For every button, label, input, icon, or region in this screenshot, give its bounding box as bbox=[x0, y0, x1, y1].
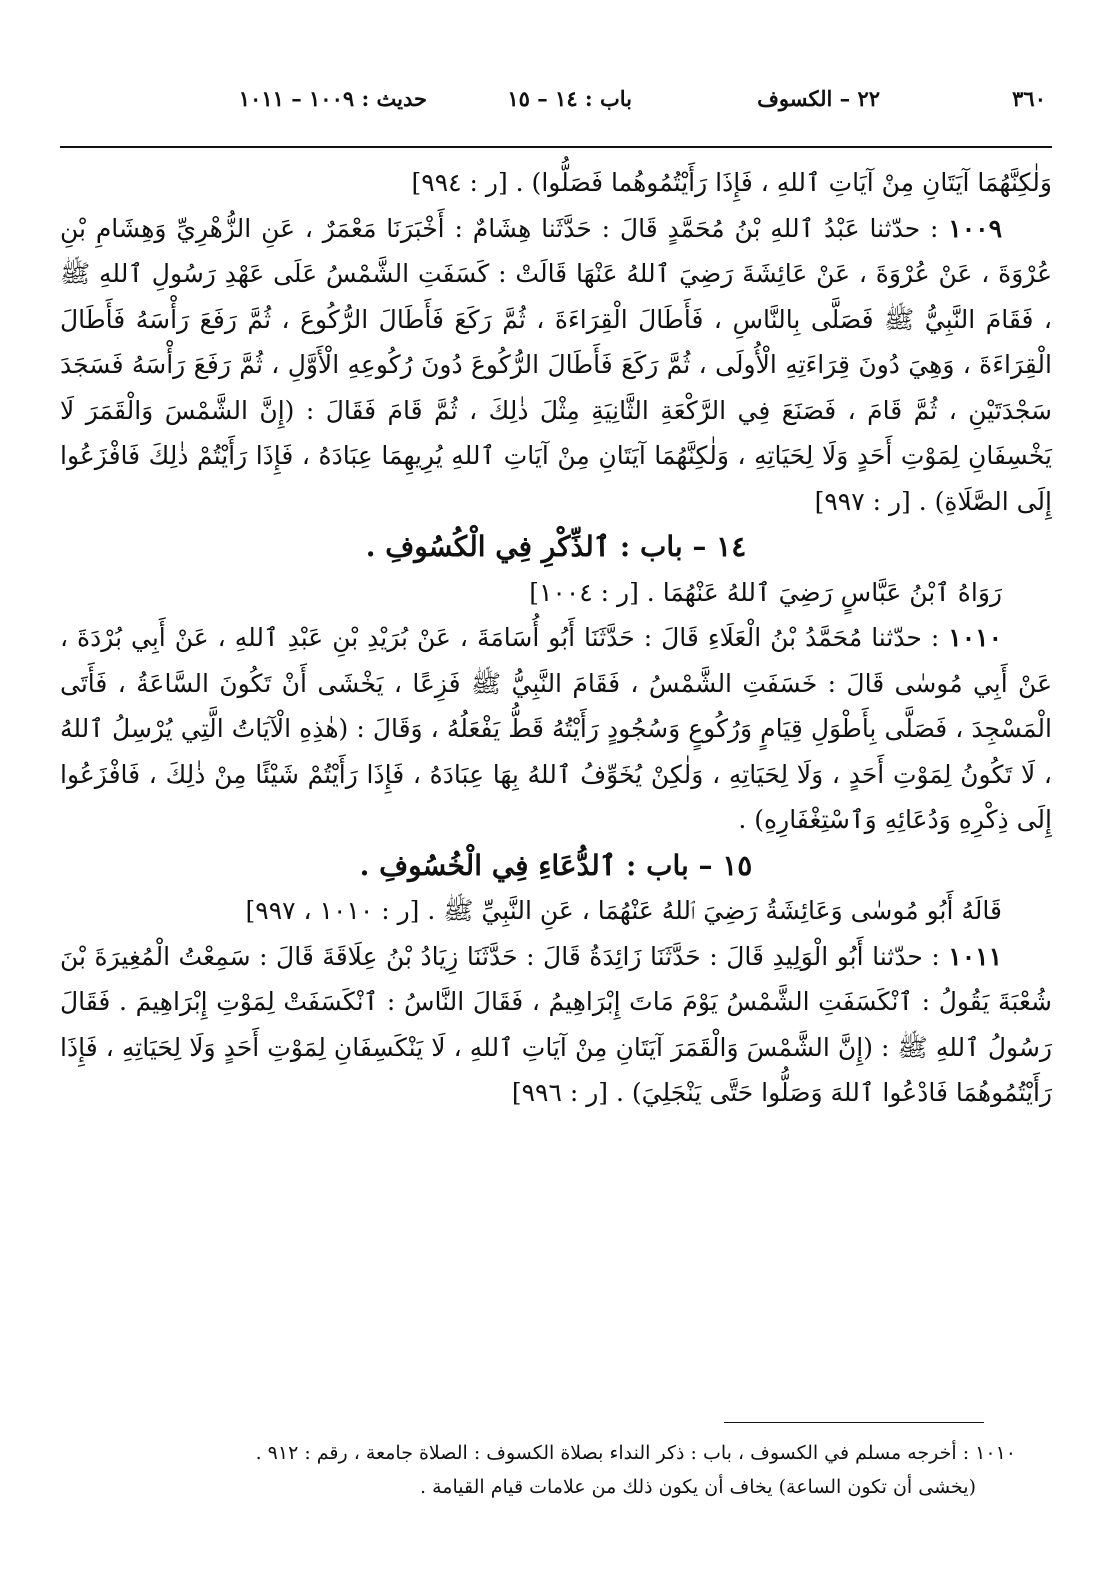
chapter-title: ٢٢ – الكسوف bbox=[757, 86, 880, 111]
bab-14-heading: ١٤ – باب : ٱلذِّكْرِ فِي الْكُسُوفِ . bbox=[365, 530, 747, 563]
bab-15-heading: ١٥ – باب : ٱلدُّعَاءِ فِي الْخُسُوفِ . bbox=[359, 848, 753, 882]
hadith-1011 bbox=[60, 934, 1052, 1116]
running-header bbox=[60, 86, 1052, 132]
hadith-number: ١٠٠٩ bbox=[948, 213, 1002, 243]
footnote-1010-explanation: (يخشى أن تكون الساعة) يخاف أن يكون ذلك من علامات قيام القيامة . bbox=[420, 1476, 976, 1498]
hadith-number: ١٠١١ bbox=[948, 941, 1002, 971]
bab-14-riwaya: رَوَاهُ ٱبْنُ عَبَّاسٍ رَضِيَ ٱللهُ عَنْهُمَا . [ر : ١٠٠٤] bbox=[529, 577, 1002, 607]
hadith-range: حديث : ١٠٠٩ – ١٠١١ bbox=[238, 86, 427, 111]
main-text bbox=[60, 160, 1052, 1116]
hadith-text: : حدّثنا عَبْدُ ٱللهِ بْنُ مُحَمَّدٍ قَالَ : حَدَّثَنا هِشَامٌ : أَخْبَرَنَا مَعْمَرٌ ، عَنِ الزُّهْرِيِّ وَهِشَامِ بْنِ عُرْوَةَ ، عَنْ عُرْوَةَ ، عَنْ عَائِشَةَ رَضِيَ ٱللهُ عَنْهَا قَالَتْ : كَسَفَتِ الشَّمْسُ عَلَى عَهْدِ رَسُولِ ٱللهِ ﷺ ، فَقَامَ النَّبِيُّ ﷺ فَصَلَّى بِالنَّاسِ ، فَأَطَالَ الْقِرَاءَةَ ، ثُمَّ رَكَعَ فَأَطَالَ الرُّكُوعَ ، ثُمَّ رَفَعَ رَأْسَهُ فَأَطَالَ الْقِرَاءَةَ ، وَهِيَ دُونَ قِرَاءَتِهِ الْأُولَى ، ثُمَّ رَكَعَ فَأَطَالَ الرُّكُوعَ دُونَ رُكُوعِهِ الْأَوَّلِ ، ثُمَّ رَفَعَ رَأْسَهُ فَسَجَدَ سَجْدَتَيْنِ ، ثُمَّ قَامَ ، فَصَنَعَ فِي الرَّكْعَةِ الثَّانِيَةِ مِثْلَ ذٰلِكَ ، ثُمَّ قَامَ فَقَالَ : (إِنَّ الشَّمْسَ وَالْقَمَرَ لَا يَخْسِفَانِ لِمَوْتِ أَحَدٍ وَلَا لِحَيَاتِهِ ، وَلٰكِنَّهُمَا آيَتَانِ مِنْ آيَاتِ ٱللهِ يُرِيهِمَا عِبَادَهُ ، فَإِذَا رَأَيْتُمْ ذٰلِكَ فَافْزَعُوا إِلَى الصَّلَاةِ) . [ر : ٩٩٧] bbox=[60, 213, 1052, 516]
footnote-divider bbox=[724, 1422, 984, 1423]
hadith-text: : حدّثنا مُحَمَّدُ بْنُ الْعَلَاءِ قَالَ : حَدَّثَنَا أَبُو أُسَامَةَ ، عَنْ بُرَيْدِ بْنِ عَبْدِ ٱللهِ ، عَنْ أَبِي بُرْدَةَ ، عَنْ أَبِي مُوسٰى قَالَ : خَسَفَتِ الشَّمْسُ ، فَقَامَ النَّبِيُّ ﷺ فَزِعًا ، يَخْشَى أَنْ تَكُونَ السَّاعَةُ ، فَأَتَى الْمَسْجِدَ ، فَصَلَّى بِأَطْوَلِ قِيَامٍ وَرُكُوعٍ وَسُجُودٍ رَأَيْتُهُ قَطُّ يَفْعَلُهُ ، وَقَالَ : (هٰذِهِ الْآيَاتُ الَّتِي يُرْسِلُ ٱللهُ ، لَا تَكُونُ لِمَوْتِ أَحَدٍ ، وَلَا لِحَيَاتِهِ ، وَلٰكِنْ يُخَوِّفُ ٱللهُ بِهَا عِبَادَهُ ، فَإِذَا رَأَيْتُمْ شَيْئًا مِنْ ذٰلِكَ ، فَافْزَعُوا إِلَى ذِكْرِهِ وَدُعَائِهِ وَٱسْتِغْفَارِهِ) . bbox=[60, 623, 1052, 834]
bab-15-qala: قَالَهُ أَبُو مُوسٰى وَعَائِشَةُ رَضِيَ ٱللهُ عَنْهُمَا ، عَنِ النَّبِيِّ ﷺ . [ر : ١٠١٠ ، ٩٩٧] bbox=[245, 896, 1002, 925]
page-number: ٣٦٠ bbox=[1012, 86, 1046, 111]
hadith-text: : حدّثنا أَبُو الْوَلِيدِ قَالَ : حَدَّثَنَا زَائِدَةُ قَالَ : حَدَّثَنَا زِيَادُ بْنُ عِلَاقَةَ قَالَ : سَمِعْتُ الْمُغِيرَةَ بْنَ شُعْبَةَ يَقُولُ : ٱنْكَسَفَتِ الشَّمْسُ يَوْمَ مَاتَ إِبْرَاهِيمُ ، فَقَالَ النَّاسُ : ٱنْكَسَفَتْ لِمَوْتِ إِبْرَاهِيمَ . فَقَالَ رَسُولُ ٱللهِ ﷺ : (إِنَّ الشَّمْسَ وَالْقَمَرَ آيَتَانِ مِنْ آيَاتِ ٱللهِ ، لَا يَنْكَسِفَانِ لِمَوْتِ أَحَدٍ وَلَا لِحَيَاتِهِ ، فَإِذَا رَأَيْتُمُوهُمَا فَادْعُوا ٱللهَ وَصَلُّوا حَتَّى يَنْجَلِيَ) . [ر : ٩٩٦] bbox=[60, 941, 1052, 1107]
continuation-paragraph: وَلٰكِنَّهُمَا آيَتَانِ مِنْ آيَاتِ ٱللهِ ، فَإِذَا رَأَيْتُمُوهُما فَصَلُّوا) . [ر : ٩٩٤] bbox=[411, 168, 1052, 197]
header-divider bbox=[60, 146, 1052, 148]
hadith-number: ١٠١٠ bbox=[948, 623, 1002, 652]
footnote-1010: ١٠١٠ : أخرجه مسلم في الكسوف ، باب : ذكر النداء بصلاة الكسوف : الصلاة جامعة ، رقم : ٩١٢ . bbox=[255, 1442, 1016, 1464]
hadith-1010 bbox=[60, 615, 1052, 843]
footnotes bbox=[110, 1436, 1016, 1504]
bab-range: باب : ١٤ – ١٥ bbox=[507, 86, 632, 111]
hadith-1009 bbox=[60, 206, 1052, 525]
